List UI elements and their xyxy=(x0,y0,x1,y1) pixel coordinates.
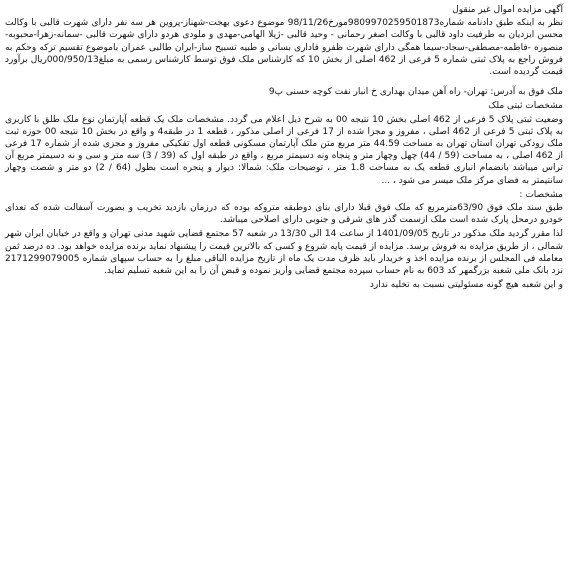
auction-terms-paragraph: لذا مقرر گردید ملک مذکور در تاریخ 1401/09/05 از ساعت 14 الی 13/30 در شعبه 57 مجتمع قضایی شهید مدنی تهران و واقع در خیابان ایران شهر شمالی ، از طریق مزایده به فروش برسد. مزایده از قیمت پایه شروع و کسی که بالاترین قیمت را پیشنهاد نماید برنده مزایده خواهد بود. ده درصد ثمن معامله فی المجلس از برنده مزایده اخذ و خریدار باید ظرف مدت یک ماه از تاریخ مزایده الباقی مبلغ را به حساب سپهای شماره 2171299079005 نزد بانک ملی شعبه بزرگمهر کد 603 به نام حساب سپرده مجتمع قضایی واریز نموده و قبض آن را به این شعبه تسلیم نماید. xyxy=(5,229,564,277)
specs-heading: مشخصات : xyxy=(519,189,563,200)
closing-line: و این شعبه هیچ گونه مسئولیتی نسبت به تخلیه ندارد xyxy=(369,280,563,291)
registration-paragraph: وضعیت ثبتی پلاک 5 فرعی از 462 اصلی بخش 10 نتیجه 00 به شرح ذیل اعلام می گردد. مشخصات ملک یک قطعه آپارتمان نوع ملک طلق با کاربری به پلاک ثبتی 5 فرعی از 462 اصلی ، مفروز و مجزا شده از 17 فرعی از اصلی مذکور ، قطعه 1 در طبقه4 و واقع در بخش 10 نتیجه 00 حوزه ثبت ملک رودکی تهران استان تهران به مساحت 44.59 متر مربع متن ملک آپارتمان مسکونی قطعه اول تفکیکی مفروز و مجزی شده از شماره 17 فرعی از 462 اصلی ، به مساحت (59 / 44) چهل وچهار متر و پنجاه ونه دسیمتر مربع ، واقع در طبقه اول که (39 / 3) سه متر و سی و نه دسیمتر مربع آن تراس میباشد بانضمام انباری قطعه یک به مساحت 1.8 متر ، توضیحات ملک: شمالا: دیوار و پنجره است بطول (64 / 2) دو متر و شصت وچهار سانتیمتر به فضای مرکز ملک میسر می شود ، ... xyxy=(5,114,564,186)
notice-title: آگهی مزایده اموال غیر منقول xyxy=(452,5,563,15)
registration-heading: مشخصات ثبتی ملک xyxy=(488,101,563,112)
property-address: ملک فوق به آدرس: تهران- راه آهن میدان بهداری خ انبار نفت کوچه حسنی پ9 xyxy=(268,87,563,98)
specs-paragraph: طبق سند ملک فوق 63/90مترمربع که ملک فوق قبلا دارای بنای دوطبقه متروکه بوده که درزمان بازدید تخریب و بصورت آسفالت شده که تعدای خودرو درمحل پارک شده است ملک ازسمت گذر های شرقی و جنوبی دارای اصلاحی میباشد. xyxy=(5,203,564,226)
notice-intro-paragraph: نظر به اینکه طبق دادنامه شماره9809970259501873مورخ98/11/26 موضوع دعوی بهجت-شهناز-پروین هر سه نفر دارای شهرت قالبی با وکالت محسن ایزدیان به طرفیت داود قالبی با وکالت اصغر رحمانی - وحید قالبی -ژیلا الهامی-مهدی و ملودی هردو دارای شهرت قالبی -سمانه-زهرا-محبوبه-منصوره -فاطمه-مصطفی-سجاد-سیما همگی دارای شهرت ظفرو فاداری بسانی و طبیه تسبیح ساز-ایران طالبی عمران باموضوع تقسیم ترکه وحکم به فروش راجع به پلاک ثبتی شماره 5 فرعی از 462 اصلی از بخش 10 که کارشناس ملک فوق توسط کارشناس رسمی به مبلغ000/950/13ریال برآورد قیمت گردیده است. xyxy=(5,18,563,78)
